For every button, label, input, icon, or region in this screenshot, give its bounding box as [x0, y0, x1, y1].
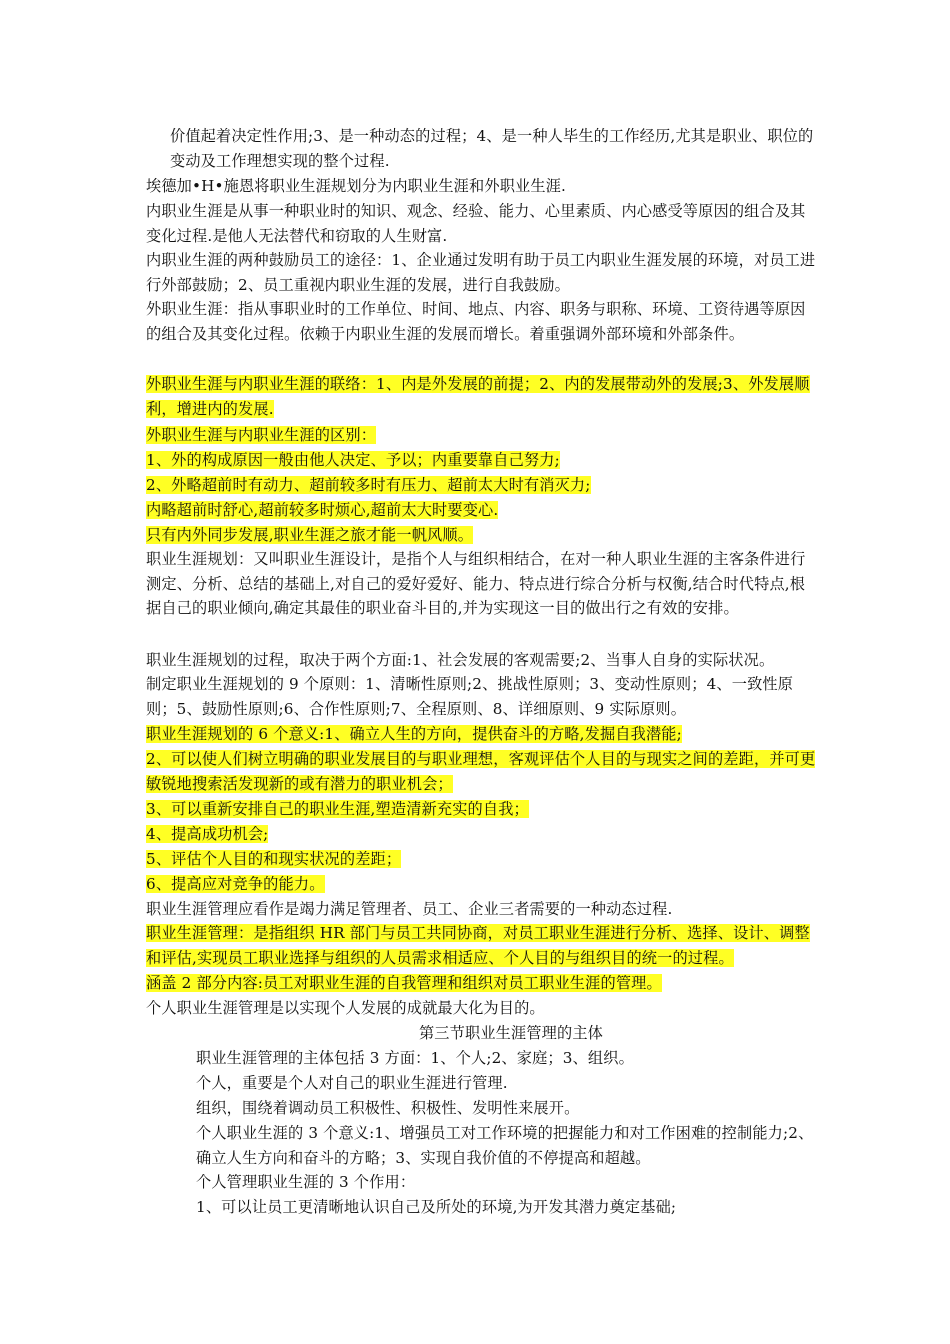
paragraph-planning-process: 职业生涯规划的过程，取决于两个方面:1、社会发展的客观需要;2、当事人自身的实际状况。 [146, 651, 775, 669]
paragraph-personal-functions: 个人管理职业生涯的 3 个作用： [196, 1173, 416, 1191]
paragraph-continuation: 价值起着决定性作用;3、是一种动态的过程；4、是一种人毕生的工作经历,尤其是职业、职位的变动及工作理想实现的整个过程. [170, 127, 814, 170]
highlight-sync: 只有内外同步发展,职业生涯之旅才能一帆风顺。 [146, 526, 474, 544]
paragraph-planning-definition: 职业生涯规划：又叫职业生涯设计，是指个人与组织相结合，在对一种人职业生涯的主客条件进行测定、分析、总结的基础上,对自己的爱好爱好、能力、特点进行综合分析与权衡,结合时代特点,根据自己的职业倾向,确定其最佳的职业奋斗目的,并为实现这一目的做出行之有效的安排。 [146, 550, 806, 617]
highlight-significance-4: 4、提高成功机会; [146, 825, 269, 843]
paragraph-outer-career-definition: 外职业生涯：指从事职业时的工作单位、时间、地点、内容、职务与职称、环境、工资待遇等原因的组合及其变化过程。依赖于内职业生涯的发展而增长。着重强调外部环境和外部条件。 [146, 300, 806, 343]
paragraph-organization: 组织，围绕着调动员工积极性、积极性、发明性来展开。 [196, 1099, 580, 1117]
paragraph-schein: 埃德加•H•施恩将职业生涯规划分为内职业生涯和外职业生涯. [146, 177, 567, 195]
highlight-relation: 外职业生涯与内职业生涯的联络：1、内是外发展的前提；2、内的发展带动外的发展;3、外发展顺利，增进内的发展. [146, 375, 810, 418]
paragraph-planning-principles: 制定职业生涯规划的 9 个原则：1、清晰性原则;2、挑战性原则；3、变动性原则；4、一致性原则；5、鼓励性原则;6、合作性原则;7、全程原则、8、详细原则、9 实际原则。 [146, 675, 794, 718]
highlight-difference-1: 1、外的构成原因一般由他人决定、予以；内重要靠自己努力; [146, 451, 560, 469]
section-heading: 第三节职业生涯管理的主体 [418, 1024, 604, 1042]
highlight-management-parts: 涵盖 2 部分内容:员工对职业生涯的自我管理和组织对员工职业生涯的管理。 [146, 974, 662, 992]
paragraph-inner-career-definition: 内职业生涯是从事一种职业时的知识、观念、经验、能力、心里素质、内心感受等原因的组合及其变化过程.是他人无法替代和窃取的人生财富. [146, 202, 806, 245]
highlight-management-definition: 职业生涯管理：是指组织 HR 部门与员工共同协商，对员工职业生涯进行分析、选择、设计、调整和评估,实现员工职业选择与组织的人员需求相适应、个人目的与组织目的统一的过程。 [146, 924, 810, 967]
paragraph-function-1: 1、可以让员工更清晰地认识自己及所处的环境,为开发其潜力奠定基础; [196, 1198, 677, 1216]
paragraph-management-dynamic: 职业生涯管理应看作是竭力满足管理者、员工、企业三者需要的一种动态过程. [146, 900, 673, 918]
paragraph-personal-significance: 个人职业生涯的 3 个意义:1、增强员工对工作环境的把握能力和对工作困难的控制能力;2、确立人生方向和奋斗的方略；3、实现自我价值的不停提高和超越。 [196, 1124, 814, 1167]
highlight-significance-2: 2、可以使人们树立明确的职业发展目的与职业理想，客观评估个人目的与现实之间的差距，并可更敏锐地搜索活发现新的或有潜力的职业机会； [146, 750, 816, 793]
highlight-difference-2: 2、外略超前时有动力、超前较多时有压力、超前太大时有消灭力; [146, 476, 591, 494]
highlight-difference-3: 内略超前时舒心,超前较多时烦心,超前太大时要变心. [146, 501, 499, 519]
highlight-difference-heading: 外职业生涯与内职业生涯的区别： [146, 426, 377, 444]
highlight-significance-6: 6、提高应对竞争的能力。 [146, 875, 325, 893]
paragraph-individual: 个人，重要是个人对自己的职业生涯进行管理. [196, 1074, 508, 1092]
paragraph-subjects: 职业生涯管理的主体包括 3 方面：1、个人;2、家庭；3、组织。 [196, 1049, 634, 1067]
paragraph-personal-management-goal: 个人职业生涯管理是以实现个人发展的成就最大化为目的。 [146, 999, 545, 1017]
highlight-significance-5: 5、评估个人目的和现实状况的差距； [146, 850, 402, 868]
paragraph-inner-career-motivation: 内职业生涯的两种鼓励员工的途径：1、企业通过发明有助于员工内职业生涯发展的环境，对员工进行外部鼓励；2、员工重视内职业生涯的发展，进行自我鼓励。 [146, 251, 816, 294]
highlight-significance-3: 3、可以重新安排自己的职业生涯,塑造清新充实的自我； [146, 800, 529, 818]
highlight-significance-1: 职业生涯规划的 6 个意义:1、确立人生的方向，提供奋斗的方略,发掘自我潜能; [146, 725, 682, 743]
